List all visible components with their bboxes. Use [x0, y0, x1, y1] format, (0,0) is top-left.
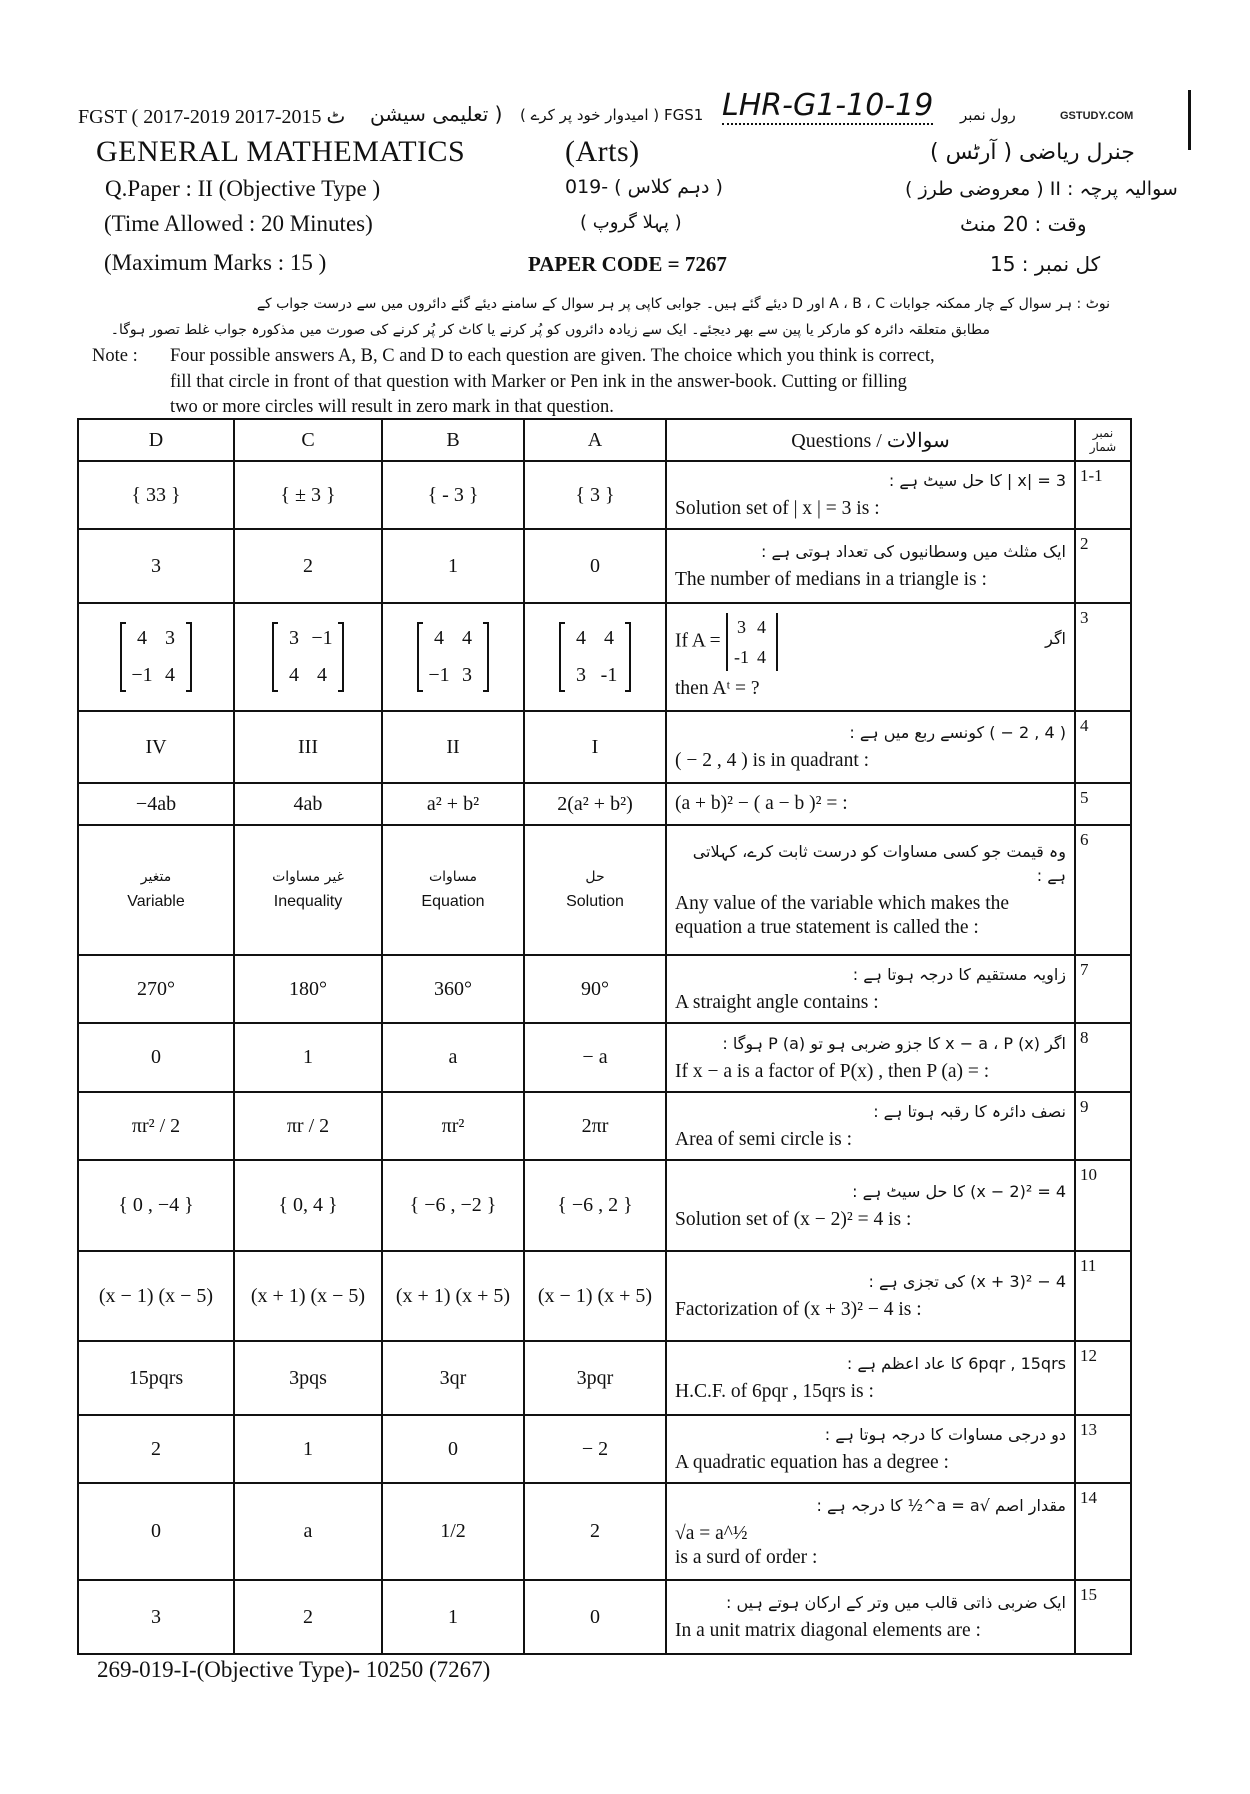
roll-number-handwritten[interactable]: LHR-G1-10-19	[722, 88, 934, 123]
option-c-cell[interactable]	[234, 1251, 382, 1341]
table-row	[78, 461, 1131, 529]
option-c-cell[interactable]	[234, 825, 382, 955]
matrix-entry: 3	[289, 627, 299, 649]
option-d-cell[interactable]	[78, 711, 234, 783]
time-allowed-urdu: وقت : 20 منٹ	[960, 212, 1087, 236]
option-a-cell[interactable]	[524, 1415, 666, 1483]
option-d: 2	[151, 1437, 161, 1460]
question-number: 15	[1075, 1580, 1131, 1654]
matrix-entry: 4	[757, 617, 767, 637]
option-c: { ± 3 }	[280, 483, 336, 506]
table-row	[78, 1023, 1131, 1092]
question-number: 2	[1075, 529, 1131, 603]
question-urdu: دو درجی مساوات کا درجہ ہوتا ہے :	[824, 1425, 1066, 1444]
option-d-urdu: متغیر	[140, 868, 172, 885]
option-b-matrix	[417, 623, 489, 691]
option-c-cell[interactable]	[234, 783, 382, 825]
maximum-marks: (Maximum Marks : 15 )	[104, 250, 327, 275]
option-a-cell[interactable]	[524, 711, 666, 783]
matrix-entry: 4	[165, 664, 175, 686]
option-c-urdu: غیر مساوات	[272, 868, 344, 885]
option-d: 3	[151, 1605, 161, 1628]
table-row	[78, 955, 1131, 1023]
question-urdu: x + 3)² − 4) کی تجزی ہے :	[868, 1272, 1066, 1291]
question-cell	[666, 711, 1075, 783]
option-b: 1	[448, 1605, 458, 1628]
question-urdu: مقدار اصم √a = a^½ کا درجہ ہے :	[816, 1495, 1066, 1515]
option-a: 2πr	[581, 1114, 609, 1137]
option-d: IV	[145, 735, 167, 758]
option-d: (x − 1) (x − 5)	[98, 1284, 214, 1307]
option-a-cell[interactable]	[524, 461, 666, 529]
option-a-cell[interactable]	[524, 1580, 666, 1654]
question-english: The number of medians in a triangle is :	[675, 569, 987, 590]
option-d: Variable	[127, 892, 185, 910]
matrix-entry: 4	[137, 627, 147, 649]
option-c-cell[interactable]	[234, 1483, 382, 1580]
subject-title: GENERAL MATHEMATICS	[96, 135, 466, 168]
option-a-cell[interactable]	[524, 1023, 666, 1092]
option-a-cell[interactable]	[524, 529, 666, 603]
question-cell	[666, 825, 1075, 955]
question-english: Solution set of (x − 2)² = 4 is :	[675, 1208, 912, 1230]
question-number: 9	[1075, 1092, 1131, 1160]
option-c: 4ab	[293, 792, 323, 815]
option-c-cell[interactable]	[234, 1341, 382, 1415]
matrix-entry: 4	[462, 627, 472, 649]
option-c-cell[interactable]	[234, 1160, 382, 1251]
option-d-cell[interactable]	[78, 825, 234, 955]
option-b-cell[interactable]	[382, 1160, 524, 1251]
option-c: (x + 1) (x − 5)	[250, 1284, 366, 1307]
question-urdu: اگر x − a ، P (x) کا جزو ضربی ہو تو P (a) ہوگا :	[722, 1033, 1066, 1053]
option-b: 1	[448, 554, 458, 577]
question-cell	[666, 783, 1075, 825]
question-english: A quadratic equation has a degree :	[675, 1452, 949, 1473]
option-d-cell[interactable]	[78, 1341, 234, 1415]
subject-title-urdu: جنرل ریاضی ( آرٹس )	[930, 140, 1135, 165]
matrix-entry: 3	[165, 627, 175, 649]
option-b-cell[interactable]	[382, 529, 524, 603]
note-urdu-line-1: نوٹ : ہر سوال کے چار ممکنہ جوابات A ، B ، C اور D دیئے گئے ہیں۔ جوابی کاپی پر ہر سوال کے سامنے دیئے گئے دائروں میں سے درست جواب کے	[256, 296, 1110, 312]
option-a-urdu: حل	[585, 868, 605, 885]
option-b: 360°	[434, 977, 472, 1000]
option-b: 1/2	[440, 1520, 466, 1542]
option-b: πr²	[441, 1114, 465, 1137]
header-option-c: C	[234, 419, 382, 461]
option-b: II	[446, 735, 460, 758]
question-cell	[666, 1415, 1075, 1483]
roll-number-label: رول نمبر	[960, 106, 1016, 124]
question-urdu: ( 4 , 2 − ) کونسے ربع میں ہے :	[849, 723, 1066, 742]
question-english: ( − 2 , 4 ) is in quadrant :	[675, 750, 870, 771]
question-number: 13	[1075, 1415, 1131, 1483]
option-a-cell[interactable]	[524, 1483, 666, 1580]
option-b: Equation	[421, 892, 485, 910]
subject-stream: (Arts)	[565, 135, 640, 168]
question-number: 10	[1075, 1160, 1131, 1251]
option-b-cell[interactable]	[382, 1415, 524, 1483]
question-cell	[666, 1092, 1075, 1160]
option-d: 270°	[137, 977, 175, 1000]
option-c: 1	[303, 1046, 313, 1068]
question-cell	[666, 1483, 1075, 1580]
option-d-cell[interactable]	[78, 1251, 234, 1341]
question-urdu: x| = 3 | کا حل سیٹ ہے :	[888, 471, 1066, 490]
option-a-cell[interactable]	[524, 1341, 666, 1415]
option-d-cell[interactable]	[78, 529, 234, 603]
option-a-cell[interactable]	[524, 825, 666, 955]
option-b-cell[interactable]	[382, 783, 524, 825]
option-a-cell[interactable]	[524, 1160, 666, 1251]
paper-code: PAPER CODE = 7267	[528, 252, 727, 276]
option-c: III	[298, 735, 318, 758]
option-a: 0	[590, 1605, 600, 1628]
question-then: then Aᵗ = ?	[675, 678, 760, 699]
questions-table	[77, 418, 1132, 1655]
option-b-cell[interactable]	[382, 1580, 524, 1654]
matrix-entry: −1	[311, 627, 333, 649]
question-urdu: ایک ضربی ذاتی قالب میں وتر کے ارکان ہوتے ہیں :	[726, 1593, 1066, 1612]
matrix-entry: 4	[434, 627, 444, 649]
option-d-cell[interactable]	[78, 1023, 234, 1092]
table-row	[78, 529, 1131, 603]
option-a: 2	[590, 1520, 600, 1542]
question-number: 6	[1075, 825, 1131, 955]
class-label: ( دہم کلاس ) -019	[565, 176, 723, 198]
matrix-entry: -1	[600, 664, 618, 686]
option-a: Solution	[566, 892, 624, 910]
option-b: { −6 , −2 }	[409, 1194, 497, 1216]
option-d-cell[interactable]	[78, 461, 234, 529]
option-a-cell[interactable]	[524, 1092, 666, 1160]
option-d: { 0 , −4 }	[118, 1194, 194, 1216]
question-number: 3	[1075, 603, 1131, 711]
header-number: نمبر شمار	[1075, 419, 1131, 461]
option-c: 2	[303, 1605, 313, 1628]
question-urdu: اگر	[1045, 629, 1066, 648]
matrix-entry: 4	[576, 627, 586, 649]
table-row	[78, 711, 1131, 783]
option-d-cell[interactable]	[78, 603, 234, 711]
note-line-2: fill that circle in front of that question with Marker or Pen ink in the answer-book. Cutting or filling	[170, 372, 907, 392]
question-cell	[666, 955, 1075, 1023]
option-b-cell[interactable]	[382, 1483, 524, 1580]
matrix-entry: −1	[428, 664, 450, 686]
question-number: 1-1	[1075, 461, 1131, 529]
table-header-row	[78, 419, 1131, 461]
note-label: Note :	[92, 346, 138, 366]
header-option-d: D	[78, 419, 234, 461]
question-english: In a unit matrix diagonal elements are :	[675, 1620, 981, 1641]
question-english: H.C.F. of 6pqr , 15qrs is :	[675, 1381, 874, 1402]
question-urdu: وہ قیمت جو کسی مساوات کو درست ثابت کرے، کہلاتی ہے :	[692, 842, 1066, 885]
question-cell	[666, 1341, 1075, 1415]
margin-mark	[1188, 90, 1191, 150]
option-b-cell[interactable]	[382, 603, 524, 711]
question-english: If x − a is a factor of P(x) , then P (a) = :	[675, 1060, 990, 1082]
option-c: { 0, 4 }	[278, 1194, 338, 1216]
question-number: 5	[1075, 783, 1131, 825]
option-b: (x + 1) (x + 5)	[395, 1284, 511, 1307]
question-cell	[666, 603, 1075, 711]
option-a: − 2	[581, 1437, 609, 1460]
option-d: 0	[151, 1046, 161, 1068]
option-b-cell[interactable]	[382, 461, 524, 529]
paper-type-urdu: سوالیہ پرچہ : II ( معروضی طرز )	[905, 178, 1178, 200]
option-c-cell[interactable]	[234, 461, 382, 529]
question-cell	[666, 1023, 1075, 1092]
option-a: I	[591, 735, 599, 758]
option-d-cell[interactable]	[78, 1160, 234, 1251]
option-d: 0	[151, 1520, 161, 1542]
option-a: 90°	[581, 977, 609, 1000]
option-b: a² + b²	[426, 792, 480, 815]
question-number: 12	[1075, 1341, 1131, 1415]
option-a: { 3 }	[575, 483, 615, 506]
option-b-cell[interactable]	[382, 1023, 524, 1092]
footer-code: 269-019-I-(Objective Type)- 10250 (7267)	[97, 1657, 491, 1682]
option-b: a	[448, 1046, 458, 1068]
option-b: { - 3 }	[427, 483, 479, 506]
option-c-cell[interactable]	[234, 1415, 382, 1483]
option-a: 2(a² + b²)	[557, 792, 633, 815]
option-a-cell[interactable]	[524, 783, 666, 825]
question-urdu: 6pqr , 15qrs کا عاد اعظم ہے :	[846, 1354, 1066, 1373]
matrix-entry: 4	[317, 664, 327, 686]
option-c: 3pqs	[289, 1366, 327, 1389]
matrix-entry: -1	[734, 647, 750, 667]
note-line-3: two or more circles will result in zero mark in that question.	[170, 397, 614, 417]
option-c: 1	[303, 1437, 313, 1460]
table-row	[78, 1415, 1131, 1483]
question-formula: √a = a^½	[675, 1522, 748, 1544]
question-english: Factorization of (x + 3)² − 4 is :	[675, 1299, 922, 1320]
matrix-entry: 4	[289, 664, 299, 686]
option-a: (x − 1) (x + 5)	[537, 1284, 653, 1307]
question-cell	[666, 1580, 1075, 1654]
option-d-matrix	[120, 623, 192, 691]
matrix-entry: 3	[462, 664, 472, 686]
question-cell	[666, 529, 1075, 603]
question-number: 7	[1075, 955, 1131, 1023]
table-row	[78, 603, 1131, 711]
question-english: Any value of the variable which makes the equation a true statement is called the :	[675, 893, 1010, 938]
table-row	[78, 1580, 1131, 1654]
header-option-a: A	[524, 419, 666, 461]
option-b-cell[interactable]	[382, 711, 524, 783]
question-if: If A =	[675, 630, 721, 652]
option-a: 0	[590, 554, 600, 577]
option-c: Inequality	[273, 892, 343, 910]
question-english: A straight angle contains :	[675, 992, 879, 1013]
question-urdu: x − 2)² = 4) کا حل سیٹ ہے :	[852, 1181, 1066, 1201]
question-urdu: زاویہ مستقیم کا درجہ ہوتا ہے :	[852, 965, 1066, 984]
option-b: 0	[448, 1437, 458, 1460]
option-b-cell[interactable]	[382, 1251, 524, 1341]
question-number: 8	[1075, 1023, 1131, 1092]
question-urdu: نصف دائرہ کا رقبہ ہوتا ہے :	[873, 1102, 1066, 1121]
question-cell	[666, 461, 1075, 529]
header-questions: Questions / سوالات	[666, 419, 1075, 461]
question-cell	[666, 1251, 1075, 1341]
option-c: 2	[303, 554, 313, 577]
option-c-cell[interactable]	[234, 603, 382, 711]
question-english: is a surd of order :	[675, 1546, 818, 1568]
question-english: (a + b)² − ( a − b )² = :	[675, 793, 848, 814]
option-d: 15pqrs	[128, 1366, 184, 1389]
option-c-matrix	[272, 623, 344, 691]
option-c: 180°	[289, 977, 327, 1000]
session-years: FGST ( 2017-2019 ٹ 2015-2017	[78, 106, 346, 128]
group-label: ( پہلا گروپ )	[580, 212, 682, 233]
matrix-entry: 4	[604, 627, 614, 649]
option-a: 3pqr	[576, 1366, 614, 1389]
header-option-b: B	[382, 419, 524, 461]
option-d-cell[interactable]	[78, 1483, 234, 1580]
question-matrix	[726, 613, 778, 671]
option-c: a	[303, 1520, 313, 1542]
option-d: 3	[151, 554, 161, 577]
table-row	[78, 825, 1131, 955]
table-row	[78, 1160, 1131, 1251]
option-c-cell[interactable]	[234, 711, 382, 783]
option-b-cell[interactable]	[382, 1092, 524, 1160]
question-english: Solution set of | x | = 3 is :	[675, 498, 880, 519]
candidate-note-urdu: FGS1 ( امیدوار خود پر کرے )	[520, 106, 704, 124]
table-row	[78, 1483, 1131, 1580]
option-c-cell[interactable]	[234, 1023, 382, 1092]
option-a-cell[interactable]	[524, 955, 666, 1023]
maximum-marks-urdu: کل نمبر : 15	[990, 252, 1101, 276]
table-row	[78, 783, 1131, 825]
option-c-cell[interactable]	[234, 529, 382, 603]
option-c: πr / 2	[286, 1114, 330, 1137]
option-d-cell[interactable]	[78, 1415, 234, 1483]
option-a: { −6 , 2 }	[557, 1194, 633, 1216]
question-cell	[666, 1160, 1075, 1251]
option-a: − a	[582, 1046, 608, 1068]
question-number: 14	[1075, 1483, 1131, 1580]
option-b: 3qr	[439, 1366, 467, 1389]
matrix-entry: −1	[131, 664, 153, 686]
option-b-cell[interactable]	[382, 1341, 524, 1415]
table-row	[78, 1092, 1131, 1160]
option-d: πr² / 2	[131, 1114, 181, 1137]
question-number: 4	[1075, 711, 1131, 783]
note-urdu-line-2: مطابق متعلقہ دائرہ کو مارکر یا پین سے بھر دیجئے۔ ایک سے زیادہ دائروں کو پُر کرنے یا کاٹ کر پُر کرنے کی صورت میں مذکورہ جواب غلط تصور ہوگا۔	[110, 322, 990, 338]
question-line	[675, 613, 1066, 671]
option-d-cell[interactable]	[78, 1092, 234, 1160]
option-d-cell[interactable]	[78, 1580, 234, 1654]
option-d-cell[interactable]	[78, 783, 234, 825]
watermark: GSTUDY.COM	[1060, 110, 1134, 122]
table-row	[78, 1251, 1131, 1341]
option-b-cell[interactable]	[382, 955, 524, 1023]
matrix-entry: 3	[576, 664, 586, 686]
time-allowed: (Time Allowed : 20 Minutes)	[104, 211, 373, 236]
option-d-cell[interactable]	[78, 955, 234, 1023]
session-label-urdu: ( تعلیمی سیشن	[370, 102, 503, 126]
option-a-cell[interactable]	[524, 1251, 666, 1341]
option-b-cell[interactable]	[382, 825, 524, 955]
question-english: Area of semi circle is :	[675, 1129, 853, 1150]
question-urdu: ایک مثلث میں وسطانیوں کی تعداد ہوتی ہے :	[761, 542, 1066, 561]
option-d: { 33 }	[131, 483, 181, 506]
option-c-cell[interactable]	[234, 1092, 382, 1160]
option-a-matrix	[559, 623, 631, 691]
matrix-entry: 4	[757, 647, 767, 667]
option-c-cell[interactable]	[234, 1580, 382, 1654]
question-number: 11	[1075, 1251, 1131, 1341]
paper-type: Q.Paper : II (Objective Type )	[105, 176, 381, 201]
option-b-urdu: مساوات	[428, 868, 478, 885]
note-line-1: Four possible answers A, B, C and D to each question are given. The choice which you think is correct,	[170, 346, 935, 366]
option-c-cell[interactable]	[234, 955, 382, 1023]
option-a-cell[interactable]	[524, 603, 666, 711]
table-row	[78, 1341, 1131, 1415]
matrix-entry: 3	[737, 617, 747, 637]
option-d: −4ab	[135, 792, 177, 815]
